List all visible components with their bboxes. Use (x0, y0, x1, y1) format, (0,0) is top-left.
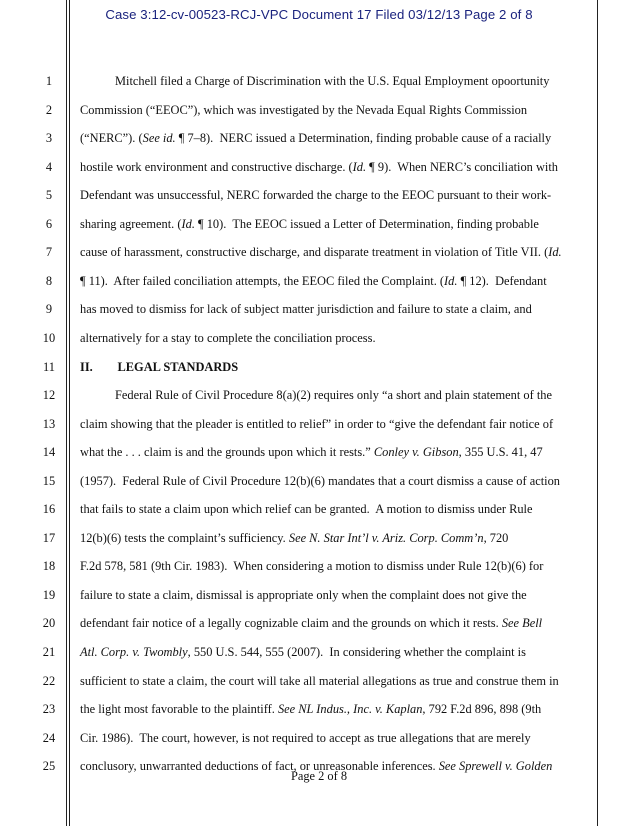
italic-citation: Id. (181, 217, 195, 231)
text-segment: failure to state a claim, dismissal is appropriate only when the complaint does not give the (80, 588, 527, 602)
line-number: 21 (42, 645, 56, 659)
text-line (80, 616, 600, 630)
text-line (80, 331, 600, 345)
text-segment: (1957). Federal Rule of Civil Procedure 12(b)(6) mandates that a court dismiss a cause of action (80, 474, 560, 488)
text-segment: claim showing that the pleader is entitled to relief” in order to “give the defendant fair notice of (80, 417, 554, 431)
line-number: 3 (45, 131, 53, 145)
line-number: 14 (42, 445, 56, 459)
text-segment: sharing agreement. ( (80, 217, 182, 231)
text-segment: , 792 F.2d 896, 898 (9th (422, 702, 542, 716)
line-number: 8 (45, 274, 53, 288)
text-line (80, 645, 600, 659)
text-line (80, 245, 600, 259)
left-margin-rule (66, 0, 67, 826)
text-line (80, 474, 600, 488)
italic-citation: See N. Star Int’l v. Ariz. Corp. Comm’n (288, 531, 484, 545)
line-number: 11 (43, 360, 55, 374)
text-segment: ¶ 11). After failed conciliation attempts, the EEOC filed the Complaint. ( (80, 274, 445, 288)
text-line (80, 417, 600, 431)
text-segment: sufficient to state a claim, the court will take all material allegations as true and construe them in (80, 674, 559, 688)
text-line (80, 731, 600, 745)
text-line (80, 302, 600, 316)
text-line (80, 702, 600, 716)
italic-citation: Id. (444, 274, 458, 288)
italic-citation: See Sprewell v. Golden (438, 759, 553, 773)
text-line (80, 103, 600, 117)
text-segment: defendant fair notice of a legally cognizable claim and the grounds on which it rests. (80, 616, 502, 630)
text-line (80, 559, 600, 573)
text-segment: has moved to dismiss for lack of subject matter jurisdiction and failure to state a claim, and (80, 302, 532, 316)
line-number: 5 (45, 188, 53, 202)
text-segment: Cir. 1986). The court, however, is not required to accept as true allegations that are merely (80, 731, 531, 745)
line-number: 13 (42, 417, 56, 431)
text-segment: alternatively for a stay to complete the conciliation process. (80, 331, 376, 345)
italic-citation: Id. (352, 160, 367, 174)
section-heading: II. LEGAL STANDARDS (80, 360, 239, 374)
text-line (80, 131, 600, 145)
text-segment: ¶ 10). The EEOC issued a Letter of Determination, finding probable (194, 217, 539, 231)
italic-citation: Id. (548, 245, 562, 259)
line-number: 16 (42, 502, 56, 516)
text-line (80, 674, 600, 688)
line-number: 9 (45, 302, 53, 316)
text-segment: Mitchell filed a Charge of Discrimination with the U.S. Equal Employment opoortunity (115, 74, 550, 88)
italic-citation: See id. (142, 131, 176, 145)
text-segment: Commission (“EEOC”), which was investigated by the Nevada Equal Rights Commission (80, 103, 528, 117)
text-line (80, 360, 600, 374)
text-line (80, 388, 635, 402)
text-segment: the light most favorable to the plaintiff. (80, 702, 278, 716)
text-segment: that fails to state a claim upon which relief can be granted. A motion to dismiss under Rule (80, 502, 533, 516)
italic-citation: See Bell (501, 616, 543, 630)
italic-citation: Atl. Corp. v. Twombly (80, 645, 188, 659)
text-segment: , 720 (483, 531, 509, 545)
case-header: Case 3:12-cv-00523-RCJ-VPC Document 17 Filed 03/12/13 Page 2 of 8 (105, 7, 533, 22)
text-segment: conclusory, unwarranted deductions of fact, or unreasonable inferences. (80, 759, 439, 773)
text-segment: hostile work environment and constructive discharge. ( (80, 160, 353, 174)
italic-citation: See NL Indus., Inc. v. Kaplan (277, 702, 423, 716)
line-number: 25 (42, 759, 56, 773)
text-segment: Defendant was unsuccessful, NERC forwarded the charge to the EEOC pursuant to their work- (80, 188, 552, 202)
text-segment: ¶ 7–8). NERC issued a Determination, finding probable cause of a racially (175, 131, 552, 145)
text-line (80, 160, 600, 174)
text-line (80, 274, 600, 288)
line-number: 23 (42, 702, 56, 716)
line-number: 24 (42, 731, 56, 745)
italic-citation: Conley v. Gibson (373, 445, 459, 459)
text-segment: Federal Rule of Civil Procedure 8(a)(2) requires only “a short and plain statement of the (115, 388, 552, 402)
line-number: 19 (42, 588, 56, 602)
text-segment: F.2d 578, 581 (9th Cir. 1983). When considering a motion to dismiss under Rule 12(b)(6) for (80, 559, 544, 573)
line-number: 12 (42, 388, 56, 402)
text-line (80, 188, 600, 202)
text-segment: ¶ 12). Defendant (457, 274, 547, 288)
text-line (80, 217, 600, 231)
line-number: 18 (42, 559, 56, 573)
line-number: 22 (42, 674, 56, 688)
line-number: 20 (42, 616, 56, 630)
text-segment: what the . . . claim is and the grounds upon which it rests.” (80, 445, 374, 459)
text-line (80, 588, 600, 602)
line-number: 10 (42, 331, 56, 345)
text-segment: 12(b)(6) tests the complaint’s sufficiency. (80, 531, 289, 545)
line-number: 2 (45, 103, 53, 117)
text-line (80, 445, 600, 459)
line-number: 15 (42, 474, 56, 488)
line-number: 1 (45, 74, 53, 88)
text-line (80, 531, 600, 545)
text-segment: , 355 U.S. 41, 47 (458, 445, 543, 459)
line-number: 4 (45, 160, 53, 174)
line-number: 17 (42, 531, 56, 545)
text-line (80, 74, 635, 88)
text-segment: ¶ 9). When NERC’s conciliation with (366, 160, 558, 174)
left-margin-rule-inner (69, 0, 70, 826)
text-line (80, 502, 600, 516)
page-footer: Page 2 of 8 (290, 769, 348, 783)
line-number: 6 (45, 217, 53, 231)
text-segment: (“NERC”). ( (80, 131, 143, 145)
text-segment: cause of harassment, constructive discharge, and disparate treatment in violation of Title VII. ( (80, 245, 549, 259)
text-segment: , 550 U.S. 544, 555 (2007). In considering whether the complaint is (187, 645, 526, 659)
line-number: 7 (45, 245, 53, 259)
